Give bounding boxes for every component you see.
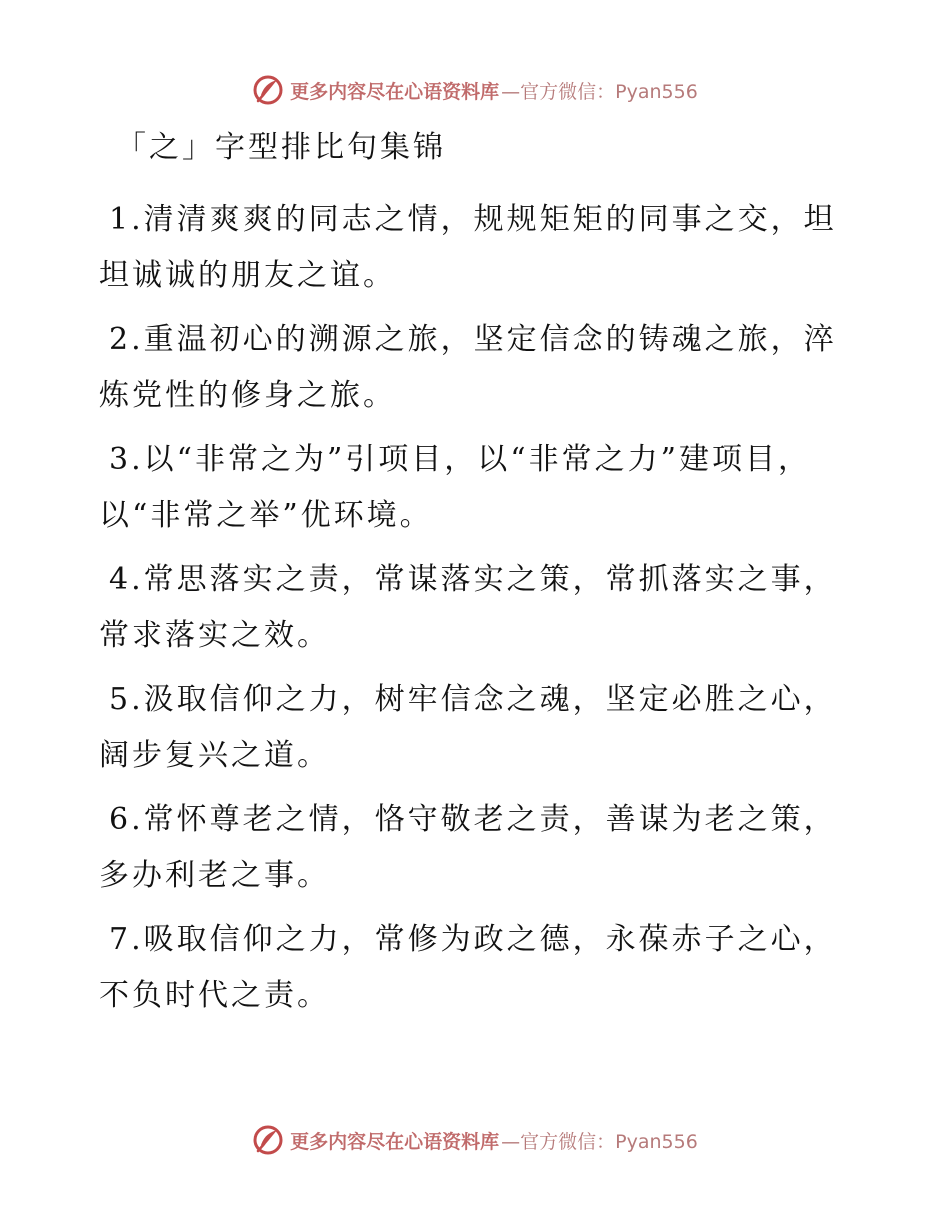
footer-banner xyxy=(0,1120,950,1160)
list-item: 3.以“非常之为”引项目，以“非常之力”建项目，以“非常之举”优环境。 xyxy=(99,442,811,533)
banner-lead-text: 更多内容尽在心语资料库 xyxy=(290,80,500,103)
list-item: 2.重温初心的溯源之旅，坚定信念的铸魂之旅，淬炼党性的修身之旅。 xyxy=(99,322,837,413)
list-item: 5.汲取信仰之力，树牢信念之魂，坚定必胜之心，阔步复兴之道。 xyxy=(99,682,837,773)
brand-logo-icon xyxy=(252,1124,284,1156)
brand-logo-icon xyxy=(252,74,284,106)
list-item: 7.吸取信仰之力，常修为政之德，永葆赤子之心，不负时代之责。 xyxy=(99,922,837,1013)
header-banner xyxy=(0,70,950,110)
document-title: 「之」字型排比句集锦 xyxy=(116,130,446,165)
list-item: 6.常怀尊老之情，恪守敬老之责，善谋为老之策，多办利老之事。 xyxy=(99,802,837,893)
banner-wechat-text: —官方微信：Pyan556 xyxy=(501,80,698,103)
banner-wechat-text: —官方微信：Pyan556 xyxy=(501,1130,698,1153)
sentence-list xyxy=(99,192,839,1032)
list-item: 4.常思落实之责，常谋落实之策，常抓落实之事，常求落实之效。 xyxy=(99,562,837,653)
list-item: 1.清清爽爽的同志之情，规规矩矩的同事之交，坦坦诚诚的朋友之谊。 xyxy=(99,202,837,293)
banner-lead-text: 更多内容尽在心语资料库 xyxy=(290,1130,500,1153)
